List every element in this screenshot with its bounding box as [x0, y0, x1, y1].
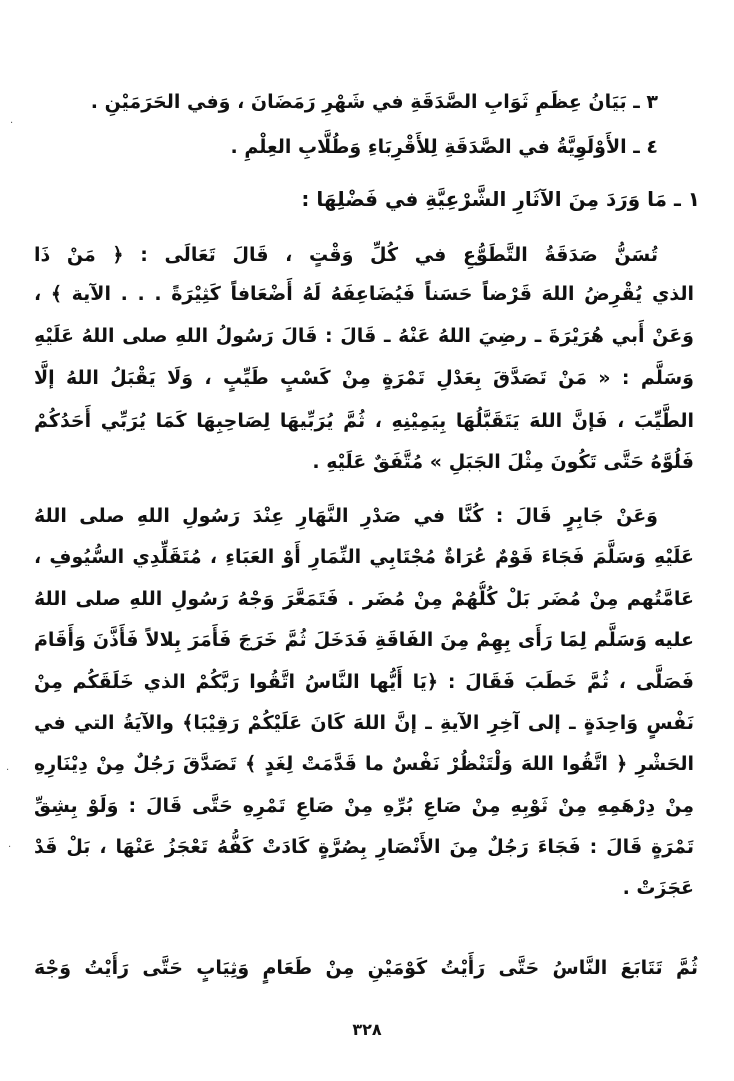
list-item-4: ٤ ـ الأَوْلَوِيَّةُ في الصَّدَقَةِ لِلأَقْرِبَاءِ وَطُلَّابِ العِلْمِ . [230, 136, 658, 158]
paragraph-line: مِنْ دِرْهَمِهِ مِنْ ثَوْبِهِ مِنْ صَاعِ بُرِّهِ مِنْ صَاعِ تَمْرِهِ حَتَّى قَالَ : وَلَوْ بِشِقِّ [34, 795, 694, 817]
paragraph-line: تُسَنُّ صَدَقَةُ التَّطَوُّعِ في كُلِّ وَقْتٍ ، قَالَ تَعَالَى : ﴿ مَنْ ذَا [34, 244, 658, 266]
paragraph-line: عليه وَسَلَّم لِمَا رَأَى بِهِمْ مِنَ الفَاقَةِ فَدَخَلَ ثُمَّ خَرَجَ فَأَمَرَ بِلالاً فَأَذَّنَ وَأَقَامَ [34, 629, 694, 651]
page-number: ٣٢٨ [352, 1020, 382, 1039]
section-heading: ١ ـ مَا وَرَدَ مِنَ الآثَارِ الشَّرْعِيَّةِ في فَضْلِهَا : [301, 187, 700, 211]
list-item-3: ٣ ـ بَيَانُ عِظَمِ ثَوَابِ الصَّدَقَةِ في شَهْرِ رَمَضَانَ ، وَفي الحَرَمَيْنِ . [90, 91, 658, 113]
paragraph-line: وَعَنْ جَابِرٍ قَالَ : كُنَّا في صَدْرِ النَّهَارِ عِنْدَ رَسُولِ اللهِ صلى اللهُ [34, 505, 658, 527]
scan-speck: · [6, 765, 10, 776]
paragraph-line: نَفْسٍ وَاحِدَةٍ ـ إلى آخِرِ الآيةِ ـ إنَّ اللهَ كَانَ عَلَيْكُمْ رَقِيْبَا﴾ والآيَةُ التي في [34, 712, 694, 734]
paragraph-line: عَامَّتُهم مِنْ مُضَر بَلْ كُلُّهُمْ مِنْ مُضَر . فَتَمَعَّرَ وَجْهُ رَسُولِ اللهِ صلى اللهُ [34, 588, 694, 610]
paragraph-line: الحَشْرِ ﴿ اتَّقُوا اللهَ وَلْتَنْظُرْ نَفْسٌ ما قَدَّمَتْ لِغَدٍ ﴾ تَصَدَّقَ رَجُلٌ مِنْ دِيْنَارِهِ [34, 753, 694, 775]
scan-speck: · [10, 118, 14, 129]
paragraph-line: فَلُوَّهُ حَتَّى تَكُونَ مِثْلَ الجَبَلِ » مُتَّفَقٌ عَلَيْهِ . [312, 451, 694, 473]
paragraph-line: ثُمَّ تَتَابَعَ النَّاسُ حَتَّى رَأَيْتُ كَوْمَيْنِ مِنْ طَعَامٍ وَثِيَابٍ حَتَّى رَأَيْتُ وَجْهَ [34, 957, 698, 979]
paragraph-line: الذي يُقْرِضُ اللهَ قَرْضاً حَسَناً فَيُضَاعِفَهُ لَهُ أَضْعَافاً كَثِيْرَةً . . . الآية ﴾ ، [34, 283, 694, 305]
paragraph-line: عَلَيْهِ وَسَلَّمَ فَجَاءَ قَوْمٌ عُرَاةٌ مُجْتَابِي النِّمَارِ أَوْ العَبَاءِ ، مُتَقَلِّدِي السُّيُوفِ ، [34, 546, 694, 568]
paragraph-line: وَسَلَّم : « مَنْ تَصَدَّقَ بِعَدْلِ تَمْرَةٍ مِنْ كَسْبٍ طَيِّبٍ ، وَلَا يَقْبَلُ اللهُ إلَّا [34, 367, 694, 389]
paragraph-line: عَجَزَتْ . [622, 877, 694, 899]
paragraph-line: الطَّيِّبَ ، فَإنَّ اللهَ يَتَقَبَّلُهَا بِيَمِيْنِهِ ، ثُمَّ يُرَبِّيهَا لِصَاحِبِهَا كَمَا يُرَبِّي أَحَدُكُمْ [34, 410, 694, 432]
paragraph-line: وَعَنْ أَبي هُرَيْرَةَ ـ رضِيَ اللهُ عَنْهُ ـ قَالَ : قَالَ رَسُولُ اللهِ صلى اللهُ عَلَيْهِ [34, 325, 694, 347]
scan-speck: · [8, 842, 12, 853]
paragraph-line: تَمْرَةٍ قَالَ : فَجَاءَ رَجُلٌ مِنَ الأَنْصَارِ بِصُرَّةٍ كَادَتْ كَفُّهُ تَعْجَزُ عَنْهَا ، بَلْ قَدْ [34, 836, 694, 858]
paragraph-line: فَصَلَّى ، ثُمَّ خَطَبَ فَقَالَ : ﴿يَا أَيُّها النَّاسُ اتَّقُوا رَبَّكُمْ الذي خَلَقَكُم مِنْ [34, 671, 694, 693]
